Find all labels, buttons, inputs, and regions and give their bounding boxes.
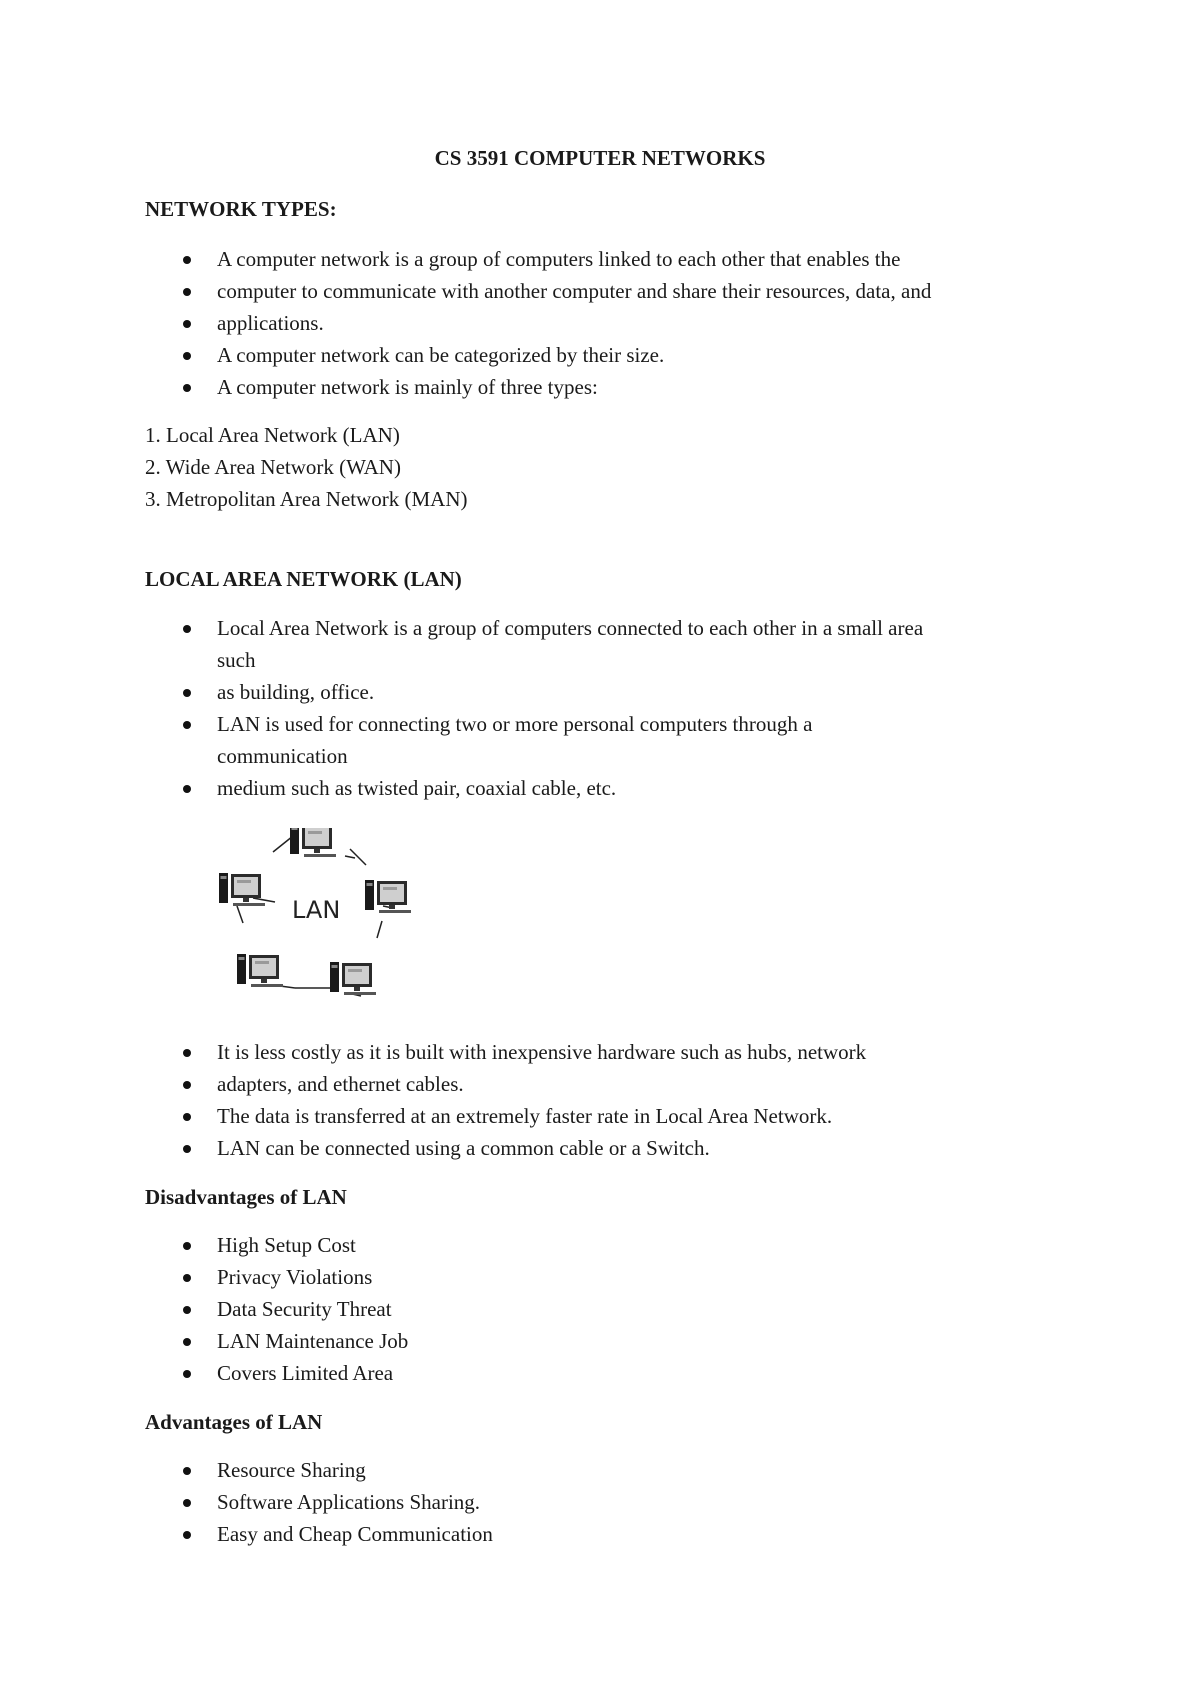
page-title: CS 3591 COMPUTER NETWORKS	[434, 146, 766, 170]
list-item: computer to communicate with another computer and share their resources, data, and	[145, 279, 1145, 307]
lan-heading: LOCAL AREA NETWORK (LAN)	[145, 567, 462, 591]
bullet-icon	[183, 1113, 191, 1121]
list-item: LAN Maintenance Job	[145, 1329, 1145, 1357]
bullet-icon	[183, 785, 191, 793]
list-item: Privacy Violations	[145, 1265, 1145, 1293]
bullet-icon	[183, 1049, 191, 1057]
computer-icon	[290, 828, 336, 857]
bullet-icon	[183, 1338, 191, 1346]
bullet-icon	[183, 288, 191, 296]
list-item: Data Security Threat	[145, 1297, 1145, 1325]
bullet-icon	[183, 689, 191, 697]
bullet-icon	[183, 352, 191, 360]
bullet-icon	[183, 1242, 191, 1250]
computer-icon	[365, 880, 411, 913]
list-item: LAN is used for connecting two or more personal computers through a	[145, 712, 1145, 740]
lan-diagram-label: LAN	[292, 896, 341, 924]
disadvantages-heading: Disadvantages of LAN	[145, 1185, 347, 1209]
bullet-icon	[183, 320, 191, 328]
list-item: The data is transferred at an extremely faster rate in Local Area Network.	[145, 1104, 1145, 1132]
bullet-icon	[183, 256, 191, 264]
network-types-heading: NETWORK TYPES:	[145, 197, 337, 221]
list-item: Resource Sharing	[145, 1458, 1145, 1486]
bullet-icon	[183, 625, 191, 633]
list-item: A computer network can be categorized by their size.	[145, 343, 1145, 371]
bullet-icon	[183, 1370, 191, 1378]
list-item: Software Applications Sharing.	[145, 1490, 1145, 1518]
bullet-icon	[183, 1081, 191, 1089]
list-item: Covers Limited Area	[145, 1361, 1145, 1389]
list-item: applications.	[145, 311, 1145, 339]
list-item: Easy and Cheap Communication	[145, 1522, 1145, 1550]
list-item: Local Area Network is a group of computers connected to each other in a small area	[145, 616, 1145, 644]
bullet-icon	[183, 384, 191, 392]
bullet-icon	[183, 1274, 191, 1282]
list-item: adapters, and ethernet cables.	[145, 1072, 1145, 1100]
bullet-icon	[183, 1306, 191, 1314]
list-item: A computer network is mainly of three types:	[145, 375, 1145, 403]
computer-icon	[330, 962, 376, 995]
network-type-item: 3. Metropolitan Area Network (MAN)	[145, 487, 468, 511]
bullet-icon	[183, 1467, 191, 1475]
list-item-continuation: communication	[217, 744, 348, 768]
list-item: medium such as twisted pair, coaxial cable, etc.	[145, 776, 1145, 804]
list-item-continuation: such	[217, 648, 256, 672]
bullet-icon	[183, 1145, 191, 1153]
network-type-item: 2. Wide Area Network (WAN)	[145, 455, 401, 479]
computer-icon	[237, 954, 283, 987]
lan-diagram	[215, 828, 435, 1008]
bullet-icon	[183, 1499, 191, 1507]
computer-icon	[219, 873, 265, 906]
network-type-item: 1. Local Area Network (LAN)	[145, 423, 400, 447]
bullet-icon	[183, 721, 191, 729]
list-item: A computer network is a group of computers linked to each other that enables the	[145, 247, 1145, 275]
list-item: It is less costly as it is built with inexpensive hardware such as hubs, network	[145, 1040, 1145, 1068]
list-item: High Setup Cost	[145, 1233, 1145, 1261]
list-item: as building, office.	[145, 680, 1145, 708]
list-item: LAN can be connected using a common cable or a Switch.	[145, 1136, 1145, 1164]
advantages-heading: Advantages of LAN	[145, 1410, 323, 1434]
bullet-icon	[183, 1531, 191, 1539]
